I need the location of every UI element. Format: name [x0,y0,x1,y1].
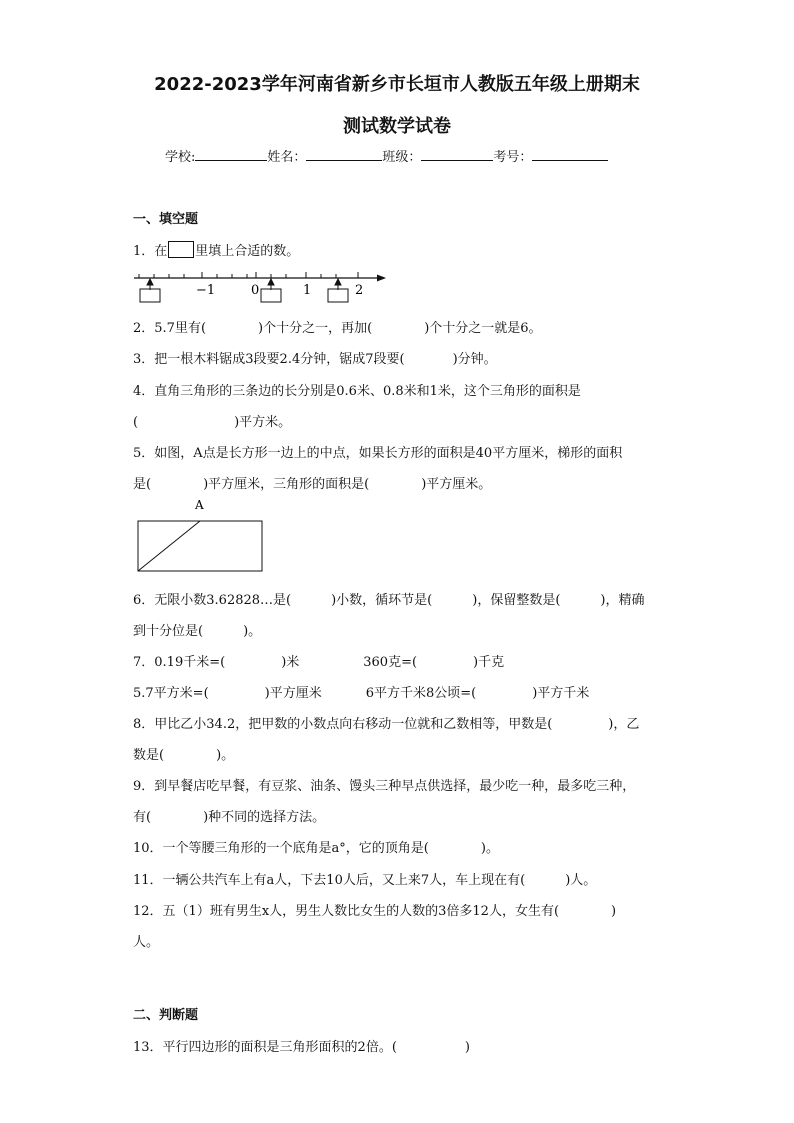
question-2 [133,317,542,336]
q1-text: 1．在 [133,244,168,259]
q9-part-c: )种不同的选择方法。 [203,810,326,825]
q6-part-f: )。 [243,624,262,639]
q7-part-h: )平方千米 [532,686,590,701]
q4-part-b: ( [133,415,139,430]
q10-part-b: )。 [480,841,499,856]
q11-part-a: 11．一辆公共汽车上有a人，下去10人后，又上来7人，车上现在有( [133,873,526,888]
number-line-figure [130,266,390,306]
q8-part-c: 数是( [133,748,165,763]
q6-part-d: )，精确 [600,593,645,608]
question-9-cont [133,806,325,825]
question-11 [133,869,596,888]
q7-part-d: )千克 [473,655,505,670]
answer-box-1[interactable] [140,289,160,302]
tick-label-2: 2 [355,283,364,298]
q5-part-c: )平方厘米，三角形的面积是( [203,477,370,492]
question-3 [133,348,497,367]
q5-part-b: 是( [133,477,152,492]
question-6-cont [133,620,261,639]
q2-part-a: 2．5.7里有( [133,321,207,336]
q6-part-b: )小数，循环节是( [331,593,433,608]
q6-part-e: 到十分位是( [133,624,204,639]
answer-box-2[interactable] [261,289,281,302]
class-label: 班级： [382,150,422,165]
pointer-arrowhead-1 [147,279,153,285]
question-7-cont [133,682,589,701]
q3-part-a: 3．把一根木料锯成3段要2.4分钟，锯成7段要( [133,352,405,367]
q2-part-b: )个十分之一，再加( [258,321,373,336]
q6-part-c: )，保留整数是( [472,593,561,608]
pointer-arrowhead-2 [268,279,274,285]
pointer-arrowhead-3 [335,279,341,285]
name-blank[interactable] [306,148,382,161]
q9-part-b: 有( [133,810,152,825]
q13-part-a: 13．平行四边形的面积是三角形面积的2倍。( [133,1040,397,1055]
q7-part-f: )平方厘米 [264,686,322,701]
question-5 [133,442,622,461]
question-9 [133,775,635,794]
exam-title-line2: 测试数学试卷 [343,116,451,137]
school-blank[interactable] [195,148,267,161]
question-12-cont [133,931,159,950]
number-label: 考号： [493,150,533,165]
number-line-arrowhead [377,275,386,282]
section-true-false: 二、判断题 [133,1008,199,1023]
point-a-label: A [195,498,204,512]
q7-part-g: 6平方千米8公顷=( [365,686,477,701]
question-4-cont [133,411,291,430]
tick-label-minus1: −1 [196,283,216,298]
q5-part-d: )平方厘米。 [421,477,492,492]
diagonal-to-midpoint [138,521,200,571]
rectangle-trapezoid-figure [130,495,270,575]
student-info-row [165,146,608,165]
answer-box-3[interactable] [328,289,348,302]
q13-part-b: ) [464,1040,470,1055]
question-5-cont [133,473,491,492]
class-blank[interactable] [421,148,493,161]
school-label: 学校: [165,150,196,165]
question-1 [133,240,299,259]
q8-part-d: )。 [216,748,235,763]
q7-part-e: 5.7平方米=( [133,686,209,701]
q6-part-a: 6．无限小数3.62828…是( [133,593,292,608]
question-7 [133,651,504,670]
question-8-cont [133,744,234,763]
question-8 [133,713,639,732]
q12-part-c: 人。 [133,935,160,950]
question-12 [133,900,616,919]
q7-part-b: )米 [281,655,300,670]
q5-part-a: 5．如图，A点是长方形一边上的中点，如果长方形的面积是40平方厘米，梯形的面积 [133,446,623,461]
question-6 [133,589,645,608]
answer-box-example [168,241,194,258]
q8-part-b: )，乙 [608,717,640,732]
q4-part-a: 4．直角三角形的三条边的长分别是0.6米、0.8米和1米，这个三角形的面积是 [133,384,581,399]
tick-label-1: 1 [303,283,312,298]
q7-part-c: 360克=( [363,655,418,670]
q1-text-end: 里填上合适的数。 [195,244,300,259]
name-label: 姓名： [267,150,307,165]
q11-part-b: )人。 [565,873,597,888]
q3-part-b: )分钟。 [452,352,497,367]
question-13 [133,1036,470,1055]
question-4 [133,380,581,399]
q10-part-a: 10．一个等腰三角形的一个底角是a°，它的顶角是( [133,841,429,856]
q8-part-a: 8．甲比乙小34.2，把甲数的小数点向右移动一位就和乙数相等，甲数是( [133,717,553,732]
question-10 [133,837,499,856]
q9-part-a: 9．到早餐店吃早餐，有豆浆、油条、馒头三种早点供选择，最少吃一种，最多吃三种， [133,779,636,794]
q4-part-c: )平方米。 [234,415,292,430]
tick-label-0: 0 [251,283,260,298]
number-blank[interactable] [532,148,608,161]
section-fill-blank: 一、填空题 [133,212,199,227]
q2-part-c: )个十分之一就是6。 [424,321,542,336]
q12-part-b: ) [611,904,617,919]
q12-part-a: 12．五（1）班有男生x人，男生人数比女生的人数的3倍多12人，女生有( [133,904,560,919]
exam-title-line1: 2022-2023学年河南省新乡市长垣市人教版五年级上册期末 [154,74,640,95]
rectangle-outline [138,521,262,571]
q7-part-a: 7．0.19千米=( [133,655,226,670]
number-line-ticks [139,272,358,278]
